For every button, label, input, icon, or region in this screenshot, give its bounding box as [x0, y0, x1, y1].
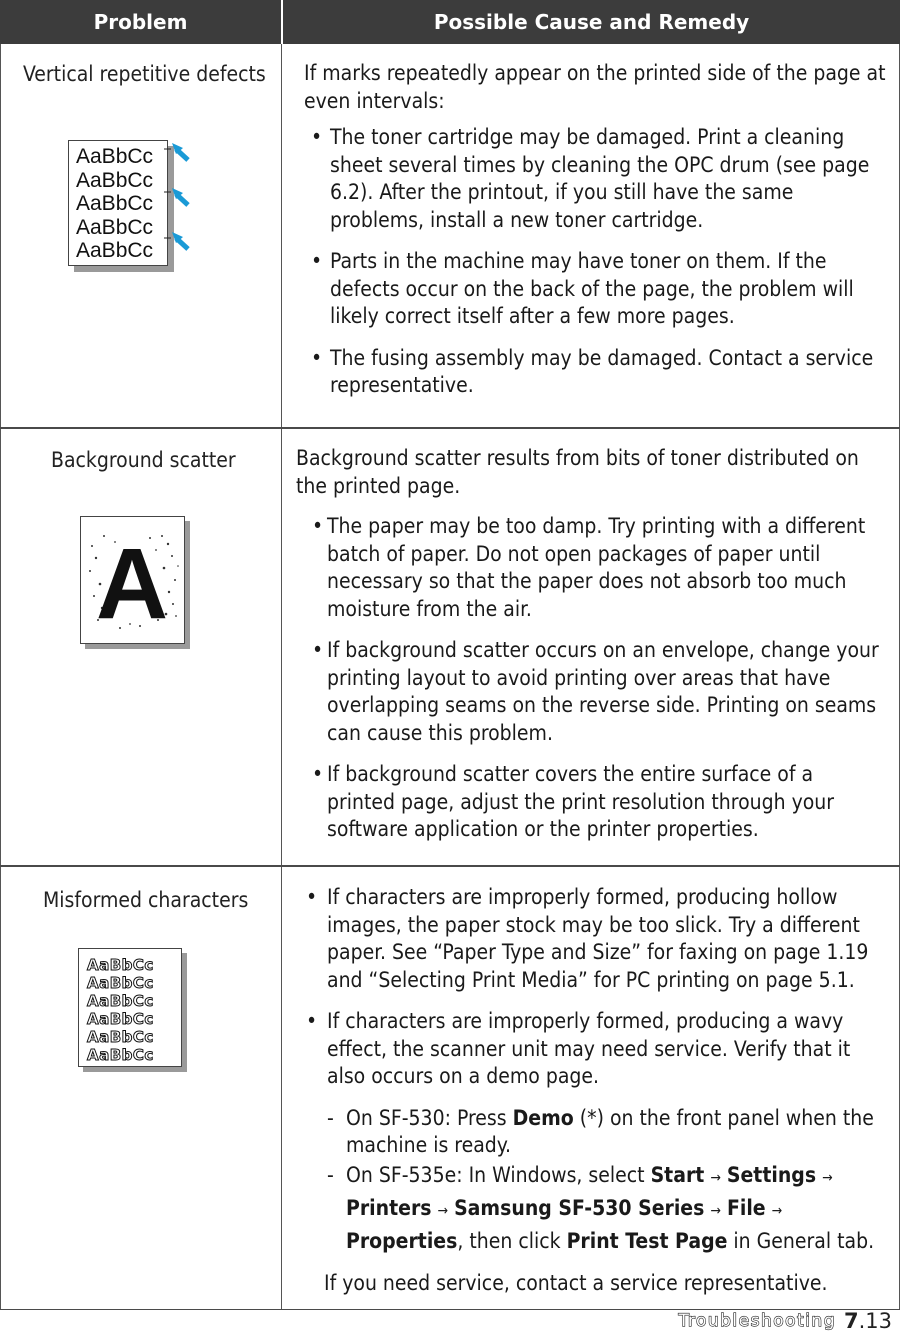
problem-misformed-characters: Misformed characters — [43, 888, 249, 912]
sample-line: AaBbCc — [87, 1010, 154, 1028]
sample-line: AaBbCc — [76, 168, 154, 192]
demo-key-label: Demo — [512, 1105, 574, 1130]
row-divider-2 — [0, 865, 900, 867]
remedy-bullet: • If background scatter covers the entire surface of a printed page, adjust the print resolution through your software application or the printer properties. — [312, 762, 835, 841]
remedy-bullet: • If background scatter occurs on an envelope, change your printing layout to avoid printing over areas that have overlapping seams on the reverse side. Printing on seams can cause this problem. — [312, 638, 879, 745]
remedy-misformed-characters — [306, 884, 890, 1297]
sample-line: AaBbCc — [87, 974, 154, 992]
misformed-characters-illustration — [78, 948, 190, 1078]
remedy-subitem: - On SF-530: Press Demo (*) on the front panel when the machine is ready. — [327, 1105, 874, 1157]
section-label: Troubleshooting — [678, 1311, 836, 1331]
sample-letter: A — [95, 528, 169, 640]
sample-line: AaBbCc — [87, 956, 154, 974]
table-bottom-border — [0, 1309, 900, 1310]
row-divider-1 — [0, 427, 900, 429]
remedy-bullet: • If characters are improperly formed, producing a wavy effect, the scanner unit may need service. Verify that it also occurs on a demo page. — [306, 1009, 851, 1088]
remedy-vertical-defects — [304, 60, 886, 400]
menu-samsung-printer: Samsung SF-530 Series — [454, 1195, 705, 1220]
menu-printers: Printers — [346, 1195, 432, 1220]
remedy-bullet: • If characters are improperly formed, producing hollow images, the paper stock may be too slick. Try a different paper. See “Paper Type and Size” for faxing on page 1.19 and “Selecting Print Media” for PC printing on page 5.1. — [306, 885, 869, 992]
page-number: 7.13 — [843, 1309, 892, 1333]
sample-line: AaBbCc — [87, 1028, 154, 1046]
remedy-subitem: - On SF-535e: In Windows, select Start → Settings → Printers → Samsung SF-530 Series → File → Properties, then click Print Test Page in General tab. — [327, 1162, 875, 1253]
sample-line: AaBbCc — [87, 1046, 154, 1064]
sample-line: AaBbCc — [76, 215, 154, 239]
column-divider — [281, 44, 282, 1310]
menu-properties: Properties — [346, 1228, 458, 1253]
problem-background-scatter: Background scatter — [51, 448, 236, 472]
remedy-bullet: • The toner cartridge may be damaged. Print a cleaning sheet several times by cleaning the OPC drum (see page 6.2). After the printout, if you still have the same problems, install a new toner cartridge. — [311, 125, 870, 232]
problem-vertical-defects: Vertical repetitive defects — [23, 62, 266, 86]
problem-column-header: Problem — [0, 0, 281, 44]
arrow-icon — [68, 140, 198, 275]
remedy-bullet: • The fusing assembly may be damaged. Contact a service representative. — [311, 345, 874, 397]
sample-line: AaBbCc — [76, 145, 154, 168]
menu-file: File — [726, 1195, 766, 1220]
remedy-intro: If marks repeatedly appear on the printed side of the page at even intervals: — [304, 61, 886, 113]
sample-line: AaBbCc — [76, 192, 154, 215]
toner-speckle-pattern — [80, 516, 185, 644]
remedy-background-scatter — [296, 445, 886, 844]
left-border — [0, 44, 1, 1310]
remedy-bullet: • The paper may be too damp. Try printing with a different batch of paper. Do not open packages of paper until necessary so that the paper does not absorb too much moisture from the air. — [312, 514, 866, 621]
remedy-bullet: • Parts in the machine may have toner on them. If the defects occur on the back of the page, the problem will likely correct itself after a few more pages. — [311, 249, 854, 328]
menu-settings: Settings — [726, 1162, 817, 1187]
background-scatter-illustration — [80, 516, 195, 651]
remedy-intro: Background scatter results from bits of toner distributed on the printed page. — [296, 446, 859, 498]
vertical-defects-illustration — [68, 140, 198, 275]
cause-column-header: Possible Cause and Remedy — [283, 0, 900, 44]
print-test-page-label: Print Test Page — [566, 1228, 728, 1253]
menu-start: Start — [650, 1162, 705, 1187]
remedy-closing: If you need service, contact a service representative. — [324, 1270, 828, 1295]
sample-line: AaBbCc — [76, 239, 154, 262]
sample-line: AaBbCc — [87, 992, 154, 1010]
